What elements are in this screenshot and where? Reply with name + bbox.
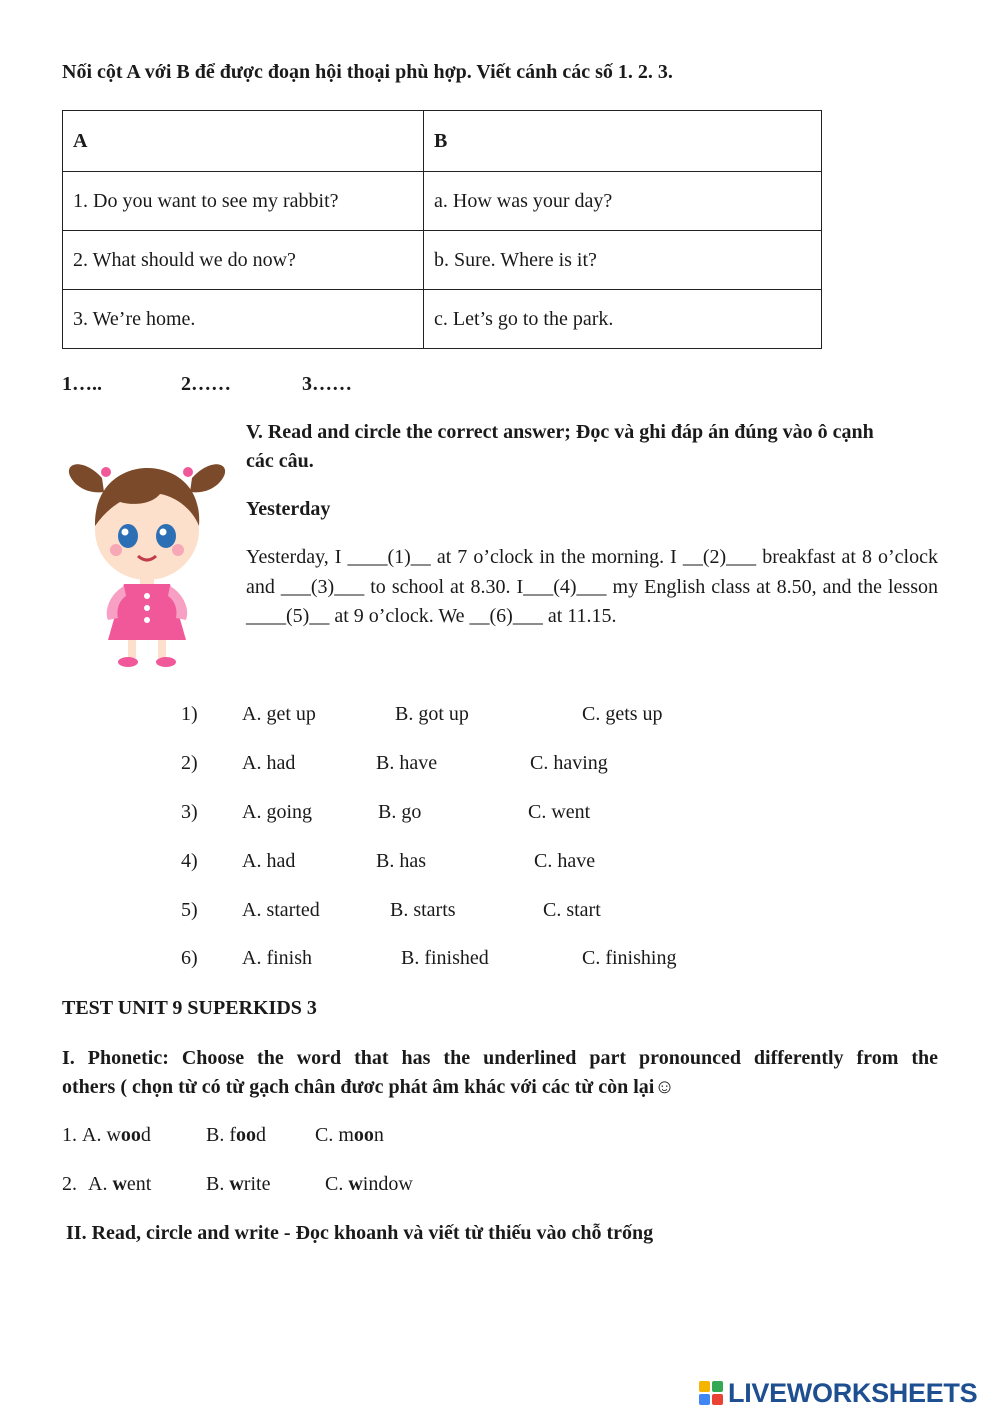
marked-letters: w bbox=[348, 1173, 363, 1195]
option-c[interactable]: C. gets up bbox=[582, 703, 663, 725]
marked-letters: w bbox=[229, 1173, 244, 1195]
section-v-heading-cont: các câu. bbox=[246, 450, 314, 472]
reading-passage: Yesterday, I ____(1)__ at 7 o’clock in the morning. I __(2)___ breakfast at 8 o’clock and ___(3)___ to school at 8.30. I___(4)___ my English class at 8.50, and the lesson ____(5)__ at 9 o’clock. We __(6)___ at 11.15. bbox=[246, 546, 938, 627]
table-cell: a. How was your day? bbox=[424, 172, 822, 231]
option-b[interactable]: B. have bbox=[376, 752, 438, 774]
answer-blank-1[interactable]: 1….. bbox=[62, 373, 102, 395]
table-cell: 3. We’re home. bbox=[63, 290, 424, 349]
option-b[interactable]: B. got up bbox=[395, 703, 469, 725]
option-b[interactable]: B. has bbox=[376, 850, 426, 872]
phonetic-heading-cont: others ( chọn từ có từ gạch chân đươc phát âm khác với các từ còn lại☺ bbox=[62, 1076, 675, 1098]
option-b[interactable]: B. starts bbox=[390, 899, 456, 921]
question-number: 5) bbox=[181, 899, 198, 921]
option-a[interactable] bbox=[88, 1173, 151, 1196]
option-text: d bbox=[256, 1124, 266, 1146]
question-number: 6) bbox=[181, 947, 198, 969]
table-cell: c. Let’s go to the park. bbox=[424, 290, 822, 349]
table-cell: 1. Do you want to see my rabbit? bbox=[63, 172, 424, 231]
option-a[interactable]: A. finish bbox=[242, 947, 312, 969]
option-c[interactable] bbox=[325, 1173, 413, 1196]
option-a[interactable]: A. had bbox=[242, 752, 296, 774]
column-b-header: B bbox=[424, 111, 822, 172]
section-ii-heading: II. Read, circle and write - Đọc khoanh và viết từ thiếu vào chỗ trống bbox=[66, 1222, 654, 1244]
option-c[interactable]: C. went bbox=[528, 801, 591, 823]
option-a[interactable]: A. get up bbox=[242, 703, 316, 725]
column-a-header: A bbox=[63, 111, 424, 172]
marked-letters: oo bbox=[120, 1124, 141, 1146]
table-header-row bbox=[63, 111, 822, 172]
question-number: 1. bbox=[62, 1124, 77, 1146]
table-cell: 2. What should we do now? bbox=[63, 231, 424, 290]
table-row bbox=[63, 231, 822, 290]
option-a[interactable]: A. started bbox=[242, 899, 320, 921]
match-instruction: Nối cột A với B để được đoạn hội thoại phù hợp. Viết cánh các số 1. 2. 3. bbox=[62, 61, 673, 83]
answer-blank-2[interactable]: 2…… bbox=[181, 373, 231, 395]
logo-icon bbox=[698, 1380, 724, 1406]
table-cell: b. Sure. Where is it? bbox=[424, 231, 822, 290]
table-row bbox=[63, 290, 822, 349]
option-text: indow bbox=[362, 1173, 413, 1195]
option-c[interactable]: C. start bbox=[543, 899, 601, 921]
question-number: 4) bbox=[181, 850, 198, 872]
question-number: 2. bbox=[62, 1173, 77, 1195]
logo-text: LIVEWORKSHEETS bbox=[728, 1377, 978, 1408]
option-text: d bbox=[140, 1124, 151, 1146]
question-number: 2) bbox=[181, 752, 198, 774]
table-row bbox=[63, 172, 822, 231]
option-a[interactable]: A. had bbox=[242, 850, 296, 872]
passage-title: Yesterday bbox=[246, 498, 331, 520]
option-c[interactable]: C. having bbox=[530, 752, 608, 774]
marked-letters: w bbox=[112, 1173, 127, 1195]
option-text: A. bbox=[88, 1173, 113, 1195]
option-text: B. f bbox=[206, 1124, 236, 1146]
question-number: 3) bbox=[181, 801, 198, 823]
option-text: n bbox=[373, 1124, 384, 1146]
option-b[interactable]: B. finished bbox=[401, 947, 489, 969]
girl-illustration bbox=[64, 444, 230, 672]
option-b[interactable] bbox=[206, 1124, 266, 1147]
option-b[interactable]: B. go bbox=[378, 801, 422, 823]
option-text: A. w bbox=[82, 1124, 121, 1146]
question-number: 1) bbox=[181, 703, 198, 725]
marked-letters: oo bbox=[236, 1124, 256, 1146]
test-title: TEST UNIT 9 SUPERKIDS 3 bbox=[62, 997, 317, 1019]
section-v-heading: V. Read and circle the correct answer; Đọc và ghi đáp án đúng vào ô cạnh bbox=[246, 421, 874, 443]
liveworksheets-logo bbox=[698, 1376, 977, 1410]
option-c[interactable] bbox=[315, 1124, 384, 1147]
option-b[interactable] bbox=[206, 1173, 270, 1196]
option-c[interactable]: C. finishing bbox=[582, 947, 677, 969]
phonetic-heading: I. Phonetic: Choose the word that has the underlined part pronounced differently from the bbox=[62, 1047, 938, 1069]
option-c[interactable]: C. have bbox=[534, 850, 596, 872]
option-text: rite bbox=[243, 1173, 271, 1195]
option-text: ent bbox=[126, 1173, 152, 1195]
option-text: C. m bbox=[315, 1124, 354, 1146]
option-a[interactable]: A. going bbox=[242, 801, 312, 823]
matching-table bbox=[62, 110, 822, 349]
option-text: C. bbox=[325, 1173, 349, 1195]
option-text: B. bbox=[206, 1173, 230, 1195]
marked-letters: oo bbox=[353, 1124, 374, 1146]
answer-blank-3[interactable]: 3…… bbox=[302, 373, 352, 395]
option-a[interactable] bbox=[82, 1124, 151, 1147]
